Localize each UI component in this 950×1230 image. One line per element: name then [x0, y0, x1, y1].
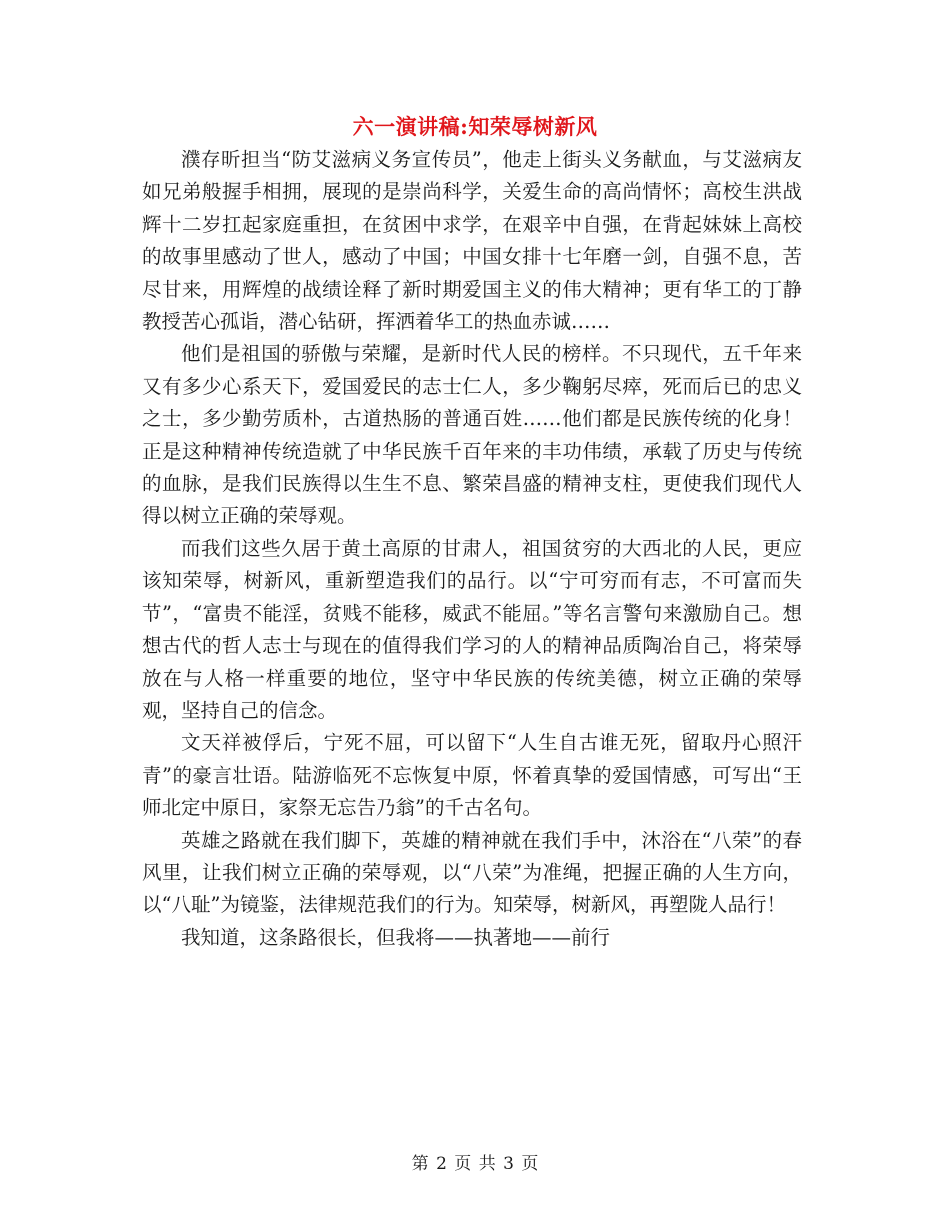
- paragraph-2: 他们是祖国的骄傲与荣耀，是新时代人民的榜样。不只现代，五千年来又有多少心系天下，爱国爱民的志士仁人，多少鞠躬尽瘁，死而后已的忠义之士，多少勤劳质朴，古道热肠的普通百姓……他们都是民族传统的化身！正是这种精神传统造就了中华民族千百年来的丰功伟绩，承载了历史与传统的血脉，是我们民族得以生生不息、繁荣昌盛的精神支柱，更使我们现代人得以树立正确的荣辱观。: [142, 342, 802, 528]
- paragraph-3: 而我们这些久居于黄土高原的甘肃人，祖国贫穷的大西北的人民，更应该知荣辱，树新风，重新塑造我们的品行。以“宁可穷而有志，不可富而失节”，“富贵不能淫，贫贱不能移，威武不能屈。”等名言警句来激励自己。想想古代的哲人志士与现在的值得我们学习的人的精神品质陶冶自己，将荣辱放在与人格一样重要的地位，坚守中华民族的传统美德，树立正确的荣辱观，坚持自己的信念。: [142, 536, 802, 722]
- document-title: 六一演讲稿:知荣辱树新风: [352, 114, 598, 139]
- document-body: [142, 144, 802, 954]
- paragraph-1: 濮存昕担当“防艾滋病义务宣传员”，他走上街头义务献血，与艾滋病友如兄弟般握手相拥，展现的是崇尚科学，关爱生命的高尚情怀；高校生洪战辉十二岁扛起家庭重担，在贫困中求学，在艰辛中自强，在背起妹妹上高校的故事里感动了世人，感动了中国；中国女排十七年磨一剑，自强不息，苦尽甘来，用辉煌的战绩诠释了新时期爱国主义的伟大精神；更有华工的丁静教授苦心孤诣，潜心钻研，挥洒着华工的热血赤诚……: [142, 148, 802, 334]
- paragraph-6: 我知道，这条路很长，但我将——执著地——前行: [181, 925, 611, 949]
- paragraph-5: 英雄之路就在我们脚下，英雄的精神就在我们手中，沐浴在“八荣”的春风里，让我们树立正确的荣辱观，以“八荣”为准绳，把握正确的人生方向，以“八耻”为镜鉴，法律规范我们的行为。知荣辱，树新风，再塑陇人品行！: [142, 828, 802, 917]
- paragraph-4: 文天祥被俘后，宁死不屈，可以留下“人生自古谁无死，留取丹心照汗青”的豪言壮语。陆游临死不忘恢复中原，怀着真挚的爱国情感，可写出“王师北定中原日，家祭无忘告乃翁”的千古名句。: [142, 731, 802, 820]
- page-number-footer: 第 2 页 共 3 页: [411, 1154, 539, 1174]
